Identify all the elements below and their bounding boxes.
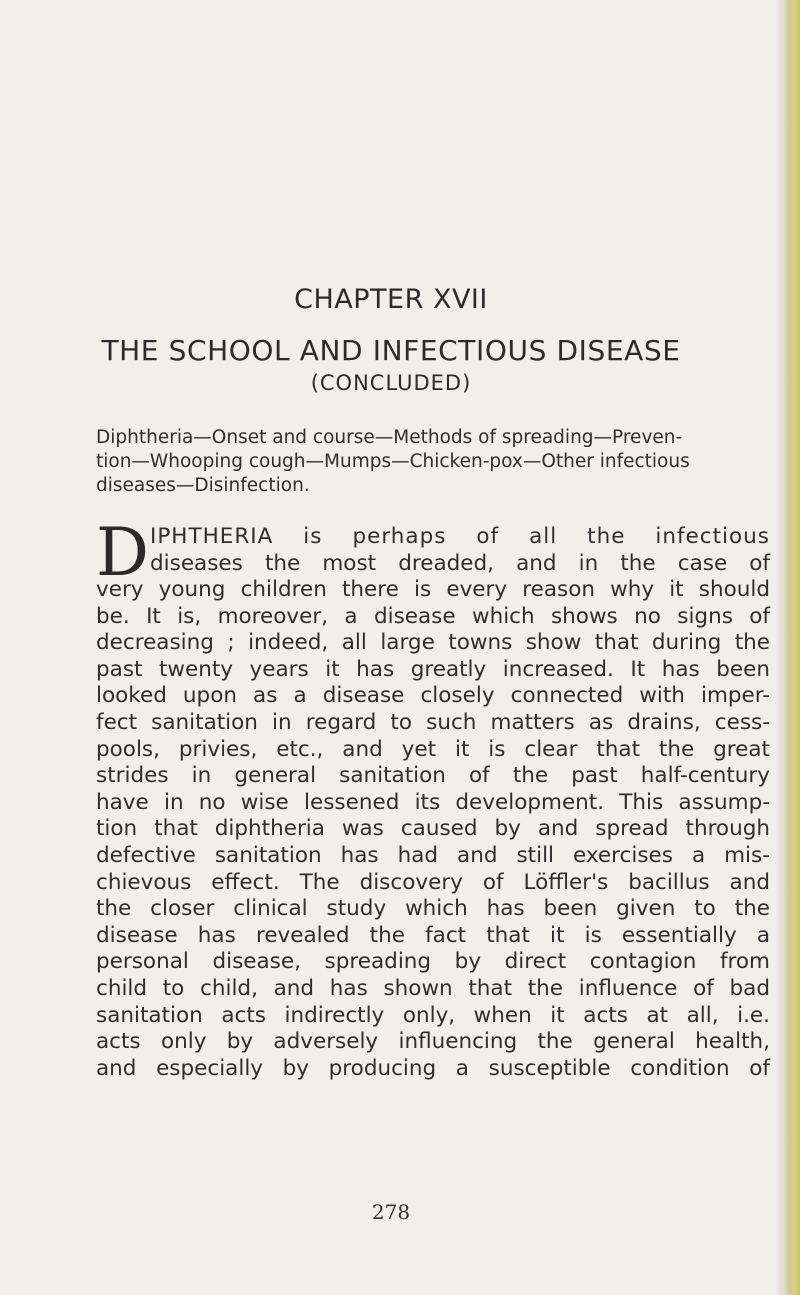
body-line: strides in general sanitation of the past half-century xyxy=(96,763,770,789)
body-line: chievous effect. The discovery of Löffler's bacillus and xyxy=(96,869,770,895)
chapter-heading: CHAPTER XVII xyxy=(294,284,488,315)
summary-line: tion—Whooping cough—Mumps—Chicken-pox—Other infectious xyxy=(96,451,690,472)
page-edge xyxy=(782,0,800,1295)
body-line: diseases the most dreaded, and in the case of xyxy=(150,550,770,576)
body-line: personal disease, spreading by direct contagion from xyxy=(96,949,770,975)
body-line: pools, privies, etc., and yet it is clear that the great xyxy=(96,736,770,762)
body-paragraph xyxy=(96,577,770,1082)
body-line: disease has revealed the fact that it is essentially a xyxy=(96,922,770,948)
body-line: be. It is, moreover, a disease which shows no signs of xyxy=(96,603,770,629)
chapter-subtitle: (CONCLUDED) xyxy=(310,371,472,395)
body-line: IPHTHERIA is perhaps of all the infectious xyxy=(150,524,770,549)
body-line: fect sanitation in regard to such matters as drains, cess- xyxy=(96,709,770,735)
opening-lines xyxy=(150,524,770,577)
page-number: 278 xyxy=(371,1200,411,1224)
body-line: child to child, and has shown that the influence of bad xyxy=(96,975,770,1001)
body-line: past twenty years it has greatly increased. It has been xyxy=(96,656,770,682)
body-line: looked upon as a disease closely connected with imper- xyxy=(96,683,770,709)
body-line: acts only by adversely influencing the general health, xyxy=(96,1029,770,1055)
body-line: tion that diphtheria was caused by and spread through xyxy=(96,816,770,842)
body-line: have in no wise lessened its development. This assump- xyxy=(96,789,770,815)
body-line: defective sanitation has had and still exercises a mis- xyxy=(96,842,770,868)
body-line: the closer clinical study which has been given to the xyxy=(96,896,770,922)
chapter-title: THE SCHOOL AND INFECTIOUS DISEASE xyxy=(101,334,681,367)
summary-line: diseases—Disinfection. xyxy=(96,475,310,496)
body-line: decreasing ; indeed, all large towns show that during the xyxy=(96,630,770,656)
body-line: sanitation acts indirectly only, when it acts at all, i.e. xyxy=(96,1002,770,1028)
summary-line: Diphtheria—Onset and course—Methods of spreading—Preven- xyxy=(96,427,683,448)
body-line: and especially by producing a susceptible condition of xyxy=(96,1055,770,1081)
chapter-summary xyxy=(96,426,768,498)
body-line: very young children there is every reason why it should xyxy=(96,577,770,602)
drop-cap: D xyxy=(96,514,149,591)
